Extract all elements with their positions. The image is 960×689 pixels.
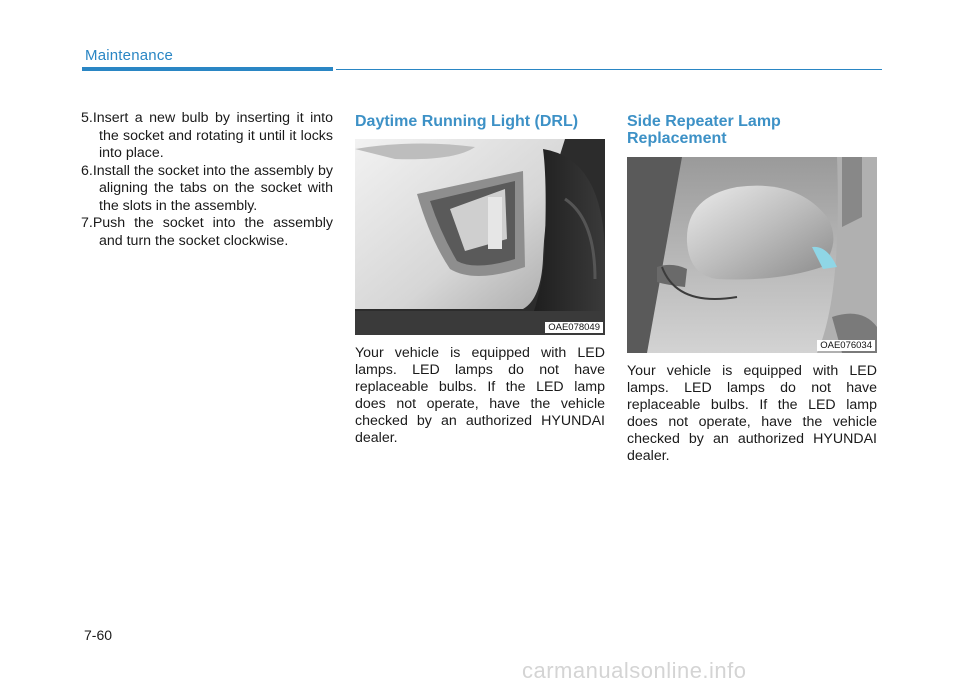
drl-image-code: OAE078049 [545, 322, 603, 333]
instruction-steps [81, 110, 333, 250]
repeater-image-code: OAE076034 [817, 340, 875, 351]
watermark: carmanualsonline.info [522, 658, 747, 683]
step-6: 6.Install the socket into the assembly by aligning the tabs on the socket with the slots in the assembly. [81, 162, 333, 214]
page-number: 7-60 [84, 627, 113, 643]
drl-body-text: Your vehicle is equipped with LED lamps. LED lamps do not have replaceable bulbs. If the LED lamp does not operate, have the vehicle checked by an authorized HYUNDAI dealer. [355, 345, 605, 446]
step-7: 7.Push the socket into the assembly and turn the socket clockwise. [81, 215, 333, 249]
section-header: Maintenance [85, 47, 174, 64]
header-rule-thin [336, 69, 882, 70]
step-5: 5.Insert a new bulb by inserting it into the socket and rotating it until it locks into place. [81, 110, 333, 161]
drl-heading: Daytime Running Light (DRL) [355, 113, 579, 130]
drl-photo [355, 139, 605, 335]
repeater-heading: Side Repeater Lamp Replacement [627, 113, 781, 147]
repeater-photo [627, 157, 877, 353]
repeater-body-text: Your vehicle is equipped with LED lamps. LED lamps do not have replaceable bulbs. If the LED lamp does not operate, have the vehicle checked by an authorized HYUNDAI dealer. [627, 363, 877, 464]
header-rule-thick [82, 67, 333, 71]
